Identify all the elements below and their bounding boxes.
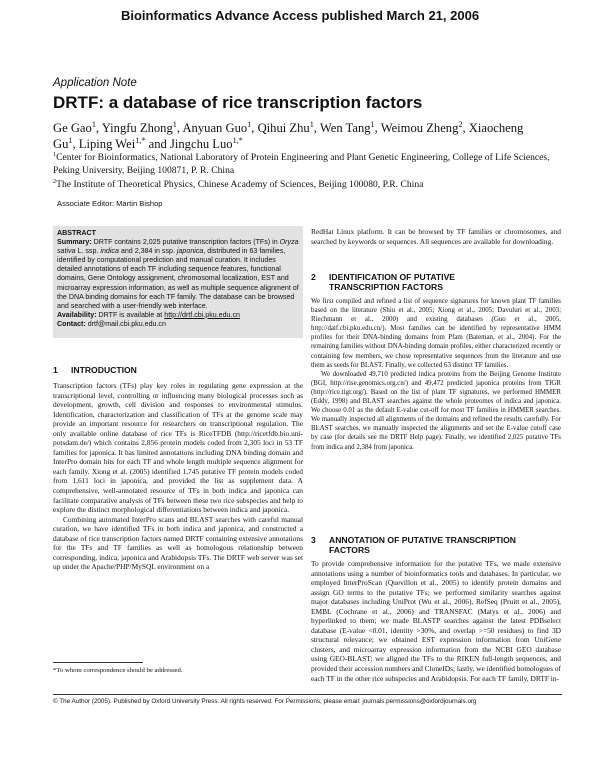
- identification-paragraph-2: We downloaded 49,710 predicted indica proteins from the Beijing Genome Institute (BGI, http://rise.genomics.org.cn/) and 49,472 predicted japonica proteins from TIGR (http://rice.tigr.org/). Based on the list of plant TF signatures, we performed HMMER (Eddy, 1998) and BLAST searches against the whole proteomes of indica and japonica. We choose 0.01 as the default E-value cut-off for most TF families in HMMER searches. We manually inspected all alignments of the domains and refined the results carefully. For BLAST searches, we manually inspected the alignments and set the E-value cutoff case by case (for details see the DRTF Help page). Finally, we identified 2,025 putative TFs from indica and 2,384 from japonica.: [311, 370, 561, 451]
- section-heading-annotation: 3 ANNOTATION OF PUTATIVE TRANSCRIPTION FACTORS: [311, 535, 516, 555]
- abstract-box: [53, 226, 303, 338]
- identification-body: [311, 297, 561, 452]
- authors-line-1: Ge Gao$^1$, Yingfu Zhong$^1$, Anyuan Guo$^1$, Qihui Zhu$^1$, Wen Tang$^1$, Weimou Zheng$^2$, Xiaocheng: [53, 119, 524, 135]
- abstract-summary: Summary: DRTF contains 2,025 putative transcription factors (TFs) in Oryza sativa L. ssp. indica and 2,384 in ssp. japonica, distributed in 63 families, identified by computational prediction and manual curation. It includes detailed annotations of each TF including sequence features, functional domains, Gene Ontology assignment, chromosomal localization, EST and microarray expression information, as well as multiple sequence alignment of the DNA binding domains for each TF family. The database can be browsed and searched with a user-friendly web interface.: [57, 238, 299, 310]
- footnote-rule: [53, 662, 143, 663]
- article-title: DRTF: a database of rice transcription factors: [53, 93, 423, 112]
- annotation-body: [311, 559, 561, 683]
- intro-paragraph-2: Combining automated InterPro scans and BLAST searches with careful manual curation, we have identified TFs in both indica and japonica, and constructed a database of rice transcription factors named DRTF containing extensive annotations for the TFs and TF families as well as homologous relationship between corresponding, indica, japonica and Arabidopsis TFs. The DRTF web server was set up under the Apache/PHP/MySQL environment on a: [53, 514, 303, 572]
- abstract-heading: ABSTRACT: [57, 229, 97, 237]
- journal-header: Bioinformatics Advance Access published March 21, 2006: [120, 8, 480, 23]
- footer-rule: [53, 694, 562, 695]
- abstract-availability: Availability: DRTF is available at http://drtf.cbi.pku.edu.cn: [57, 310, 240, 319]
- affiliation-1: $^1$Center for Bioinformatics, National Laboratory of Protein Engineering and Plant Genetic Engineering, College of Life Sciences, Peking University, Beijing 100871, P. R. China: [53, 150, 550, 176]
- associate-editor: Associate Editor: Martin Bishop: [57, 199, 163, 208]
- authors-line-2: Gu$^1$, Liping Wei$^{1,*}$ and Jingchu Luo$^{1,*}$: [53, 135, 243, 151]
- intro-continuation: RedHat Linux platform. It can be browsed by TF families or chromosomes, and searched by keywords or sequences. All sequences are available for downloading.: [311, 227, 561, 246]
- abstract-contact: Contact: drtf@mail.cbi.pku.edu.cn: [57, 319, 166, 328]
- article-type: Application Note: [53, 77, 137, 89]
- section-heading-identification: 2 IDENTIFICATION OF PUTATIVE TRANSCRIPTION FACTORS: [311, 272, 456, 292]
- annotation-paragraph-1: To provide comprehensive information for the putative TFs, we made extensive annotations using a number of bioinformatics tools and databases. In particular, we employed InterProScan (Quevillon et al., 2005) to identify protein domains and assign GO terms to the putative TFs; we performed similarity searches against major databases including UniProt (Wu et al., 2006), RefSeq (Pruitt et al., 2005), EMBL (Cochrane et al., 2006) and TRANSFAC (Matys et al., 2006) and hyperlinked to them; we made BLASTP searches against the latest PDBselect database (E-value <0.01, identity >30%, and overlap >=50 residues) to find 3D structural relevance; we obtained EST expression information from UniGene clusters, and microarray expression information from the NCBI GEO database using GEO-BLAST; we aligned the TFs to the RIKEN full-length sequences, and provided their accession numbers and CloneIDs; lastly, we identified homologues of each TF in the other rice subspecies and Arabidopsis. For each TF family, DRTF in-: [311, 559, 561, 683]
- correspondence-footnote: *To whom correspondence should be addressed.: [53, 667, 183, 674]
- section-heading-introduction: 1 INTRODUCTION: [53, 365, 137, 375]
- copyright-notice: © The Author (2005). Published by Oxford University Press. All rights reserved. For Permissions, please email: journals.permissions@oxfordjournals.org: [53, 698, 477, 705]
- author-list: [53, 120, 553, 152]
- identification-paragraph-1: We first compiled and refined a list of sequence signatures for known plant TF families based on the literature (Shiu et al., 2005; Xiong et al., 2005; Davuluri et al., 2003; Riechmann et al., 2000) and existing databases (Guo et al., 2005, http://datf.cbi.pku.edu.cn/). Most families can be identified by representative HMM profiles for their DNA-binding domains from Pfam (Bateman, et al., 2004). For the remaining families without DNA-binding domain profiles, either characterized recently or containing few members, we chose representative sequences from the literature and use them as seeds for BLAST. Finally, we collected 63 distinct TF families.: [311, 298, 561, 369]
- availability-link[interactable]: http://drtf.cbi.pku.edu.cn: [164, 310, 240, 319]
- introduction-body: [53, 381, 303, 572]
- intro-paragraph-1: Transcription factors (TFs) play key roles in regulating gene expression at the transcriptional level, controlling or influencing many biological processes such as development, growth, cell division and responses to environmental stimulus. Identification, characterization and classification of TFs at the genome scale may provide an important resource for researchers on transcriptional regulation. The only available online database of rice TFs is RiceTFDB (http://ricetfdb.bio.uni-potsdam.de/) which contains 2,856 protein models coded from 2,305 loci in 53 TF families for japonica. It has limited annotations including DNA binding domain and InterPro domain hits for each TF and whole length multiple sequence alignment for each family. Xiong et al. (2005) identified 1,745 putative TF protein models coded from 1,611 loci in japonica, and provided the list as supplement data. A comprehensive, well-annotated resource of TFs in both indica and japonica can facilitate comparative analysis of TFs between these two rice subspecies and help to explore the distinct morphological differentiations between indica and japonica.: [53, 381, 303, 515]
- affiliation-2: $^2$The Institute of Theoretical Physics, Chinese Academy of Sciences, Beijing 100080, P.R. China: [53, 177, 424, 190]
